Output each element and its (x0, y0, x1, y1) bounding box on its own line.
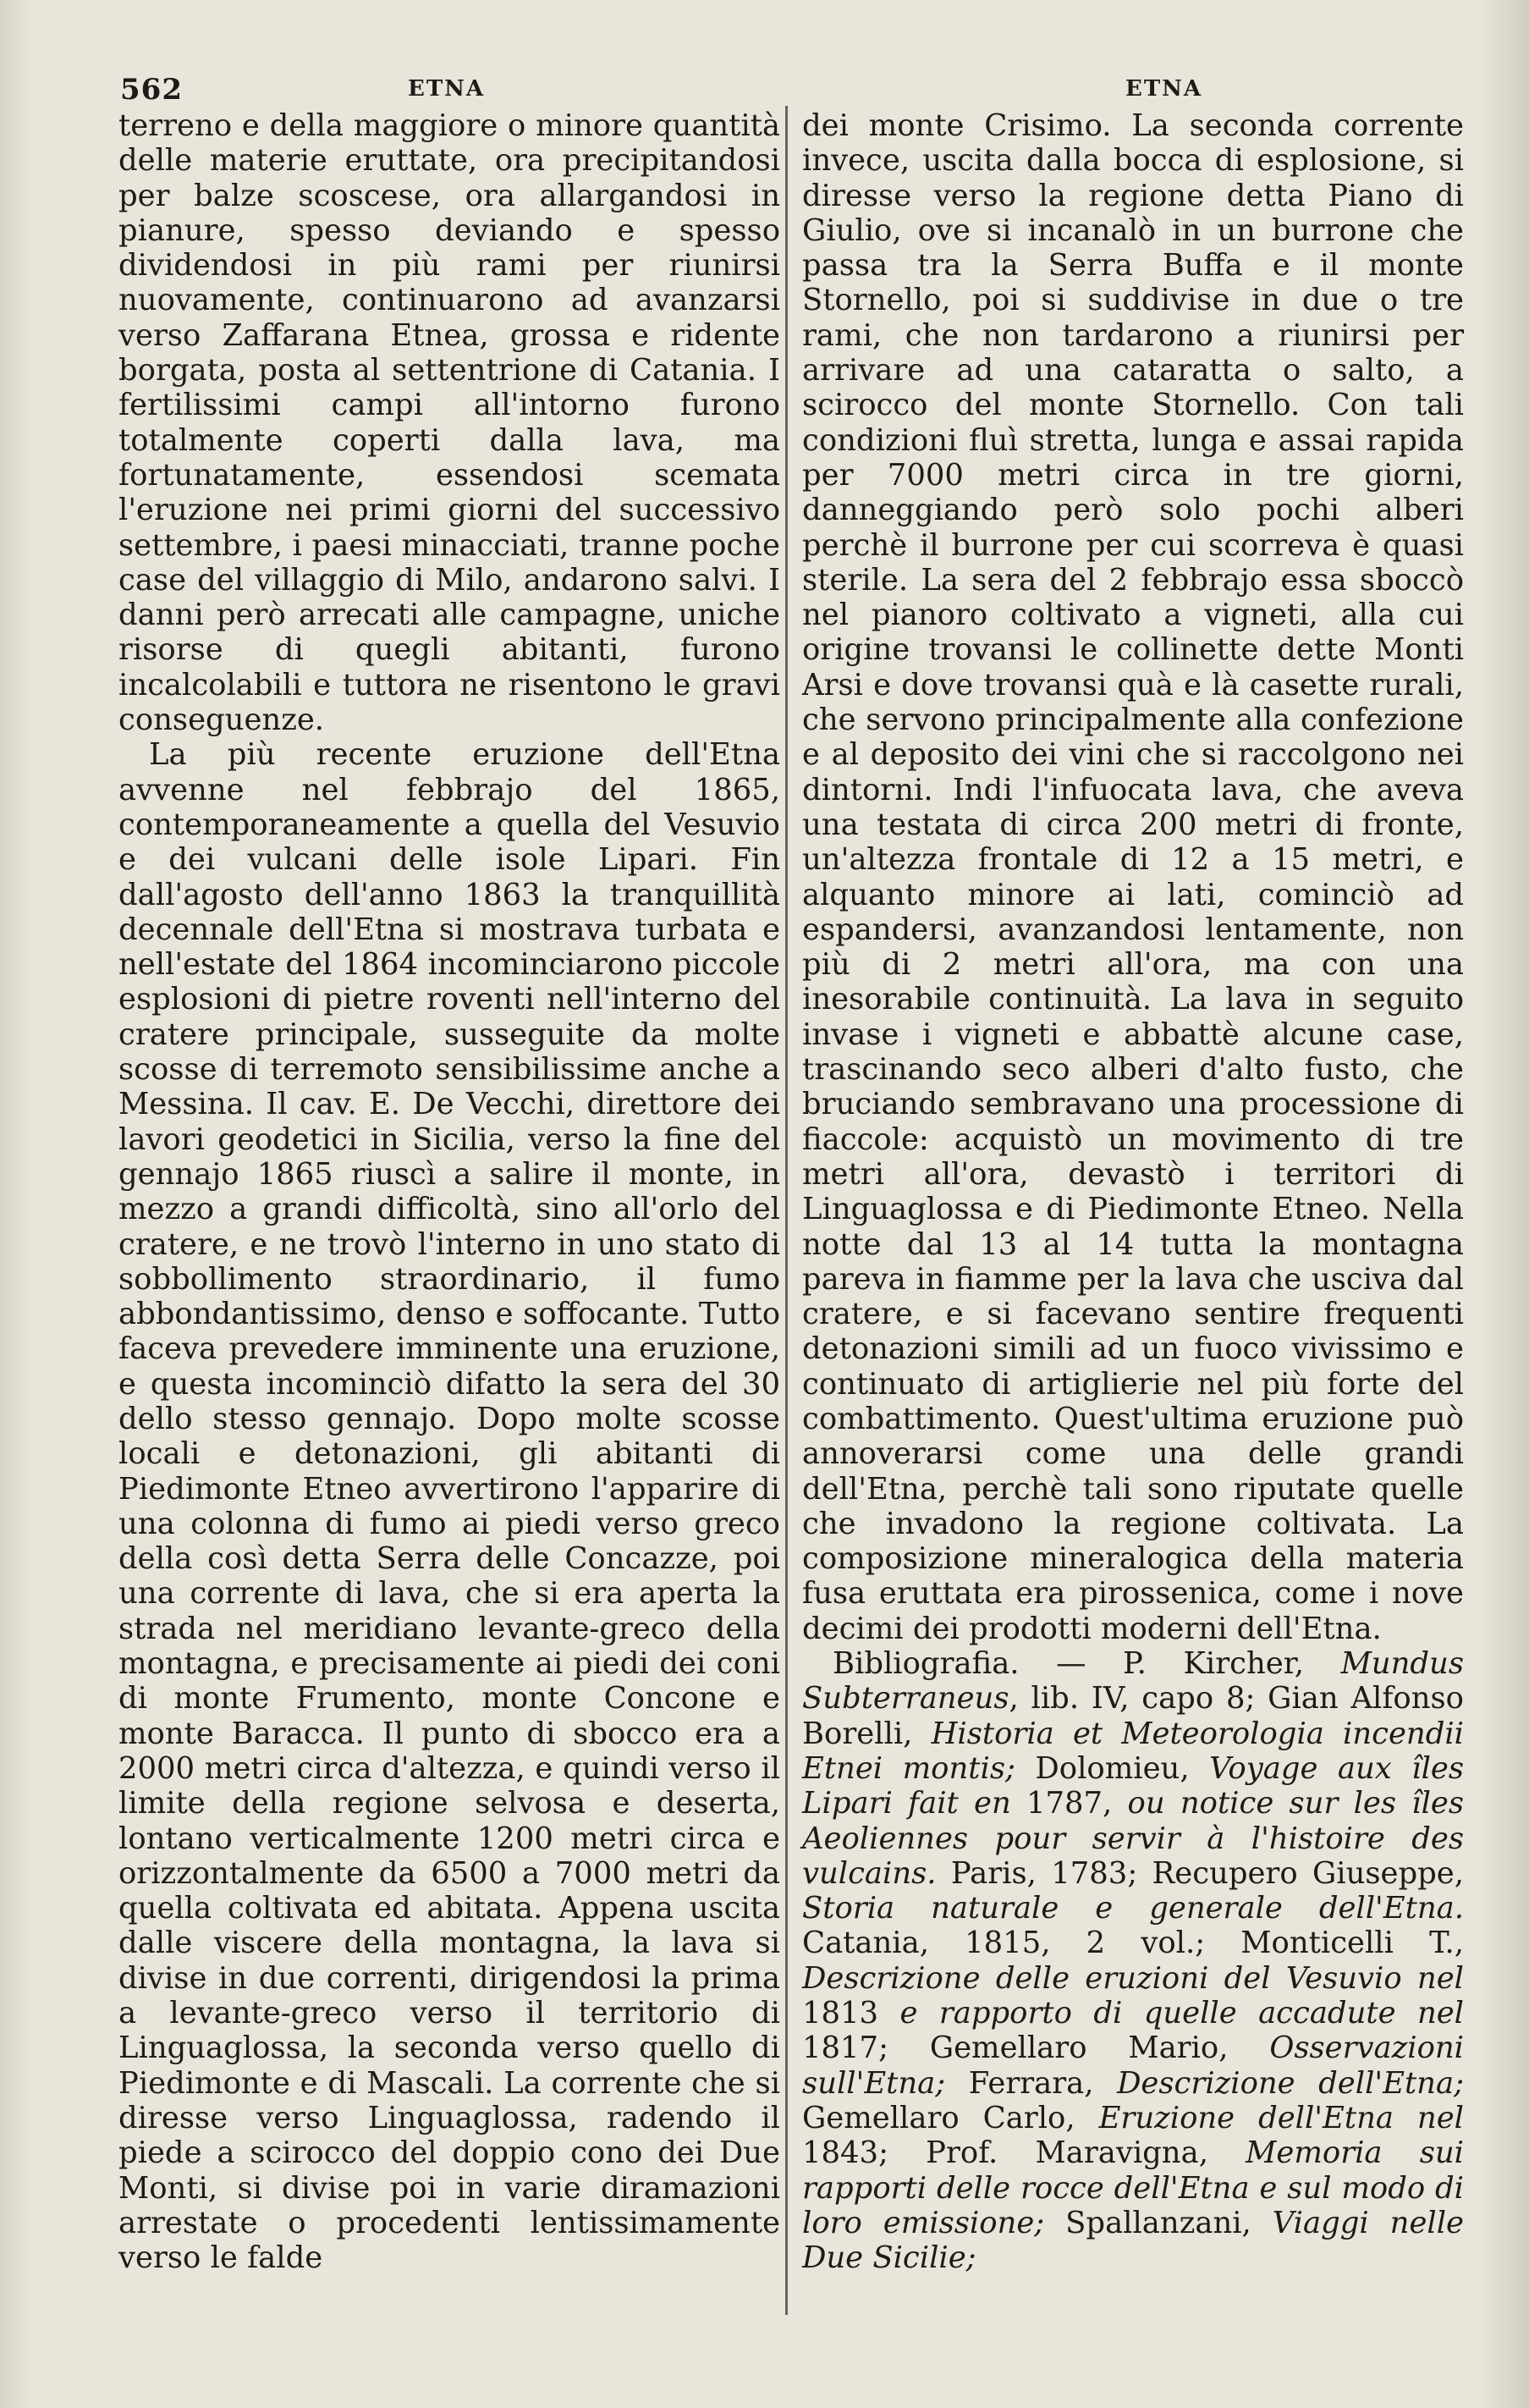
bibliography-title: Memoria sui rapporti delle rocce dell'Etna e sul modo di loro emissione; (802, 2135, 1464, 2240)
bibliography-text: Spallanzani, (1044, 2205, 1273, 2240)
bibliography-text: 1817; Gemellaro Mario, (802, 2031, 1270, 2066)
bibliography-text: Catania, 1815, 2 vol.; Monticelli T., (802, 1926, 1464, 1961)
page-edge-shadow (1478, 0, 1529, 2408)
paragraph: La più recente eruzione dell'Etna avvenne nel febbrajo del 1865, contemporaneamente a quella del Vesuvio e dei vulcani delle isole Lipari. Fin dall'agosto dell'anno 1863 la tranquillità decennale dell'Etna si mostrava turbata e nell'estate del 1864 incominciarono piccole esplosioni di pietre roventi nell'interno del cratere principale, susseguite da molte scosse di terremoto sensibilissime anche a Messina. Il cav. E. De Vecchi, direttore dei lavori geodetici in Sicilia, verso la fine del gennajo 1865 riuscì a salire il monte, in mezzo a grandi difficoltà, sino all'orlo del cratere, e ne trovò l'interno in uno stato di sobbollimento straordinario, il fumo abbondantissimo, denso e soffocante. Tutto faceva prevedere imminente una eruzione, e questa incominciò difatto la sera del 30 dello stesso gennajo. Dopo molte scosse locali e detonazioni, gli abitanti di Piedimonte Etneo avvertirono l'apparire di una colonna di fumo ai piedi verso greco della così detta Serra delle Concazze, poi una corrente di lava, che si era aperta la strada nel meridiano levante-greco della montagna, e precisamente ai piedi dei coni di monte Frumento, monte Concone e monte Baracca. Il punto di sbocco era a 2000 metri circa d'altezza, e quindi verso il limite della regione selvosa e deserta, lontano verticalmente 1200 metri circa e orizzontalmente da 6500 a 7000 metri da quella coltivata ed abitata. Appena uscita dalle viscere della montagna, la lava si divise in due correnti, dirigendosi la prima a levante-greco verso il territorio di Linguaglossa, la seconda verso quello di Piedimonte e di Mascali. La corrente che si diresse verso Linguaglossa, radendo il piede a scirocco del doppio cono dei Due Monti, si divise poi in varie diramazioni arrestate o procedenti lentissimamente verso le falde (118, 737, 780, 2276)
bibliography-title: Viaggi nelle Due Sicilie; (802, 2205, 1464, 2276)
bibliography-text: Dolomieu, (1015, 1750, 1210, 1786)
page-number: 562 (120, 73, 183, 107)
bibliography-title: Mundus Subterraneus (802, 1646, 1464, 1716)
bibliography-text: , lib. IV, capo 8; Gian Alfonso Borelli, (802, 1681, 1464, 1751)
bibliography-title: Descrizione delle eruzioni del Vesuvio nel (802, 1960, 1464, 1996)
bibliography-text: 1813 (802, 1996, 900, 2031)
left-column (118, 108, 780, 2275)
bibliography-entries (802, 1646, 1464, 2275)
bibliography-text: 1787, (1010, 1786, 1128, 1821)
bibliography (802, 1646, 1464, 2275)
bibliography-label: Bibliografia. — (833, 1646, 1124, 1682)
bibliography-text: Paris, 1783; Recupero Giuseppe, (936, 1855, 1464, 1891)
page-gutter-shadow (0, 0, 34, 2408)
bibliography-title: ou notice sur les îles Aeoliennes pour servir à l'histoire des vulcains. (802, 1786, 1464, 1891)
bibliography-text: Gemellaro Carlo, (802, 2100, 1099, 2135)
running-head-right: ETNA (1125, 76, 1203, 102)
bibliography-text: 1843; Prof. Maravigna, (802, 2135, 1246, 2171)
bibliography-title: Storia naturale e generale dell'Etna. (802, 1891, 1464, 1926)
bibliography-title: e rapporto di quelle accadute nel (899, 1996, 1464, 2031)
column-divider (785, 106, 788, 2315)
paragraph: dei monte Crisimo. La seconda corrente invece, uscita dalla bocca di esplosione, si diresse verso la regione detta Piano di Giulio, ove si incanalò in un burrone che passa tra la Serra Buffa e il monte Stornello, poi si suddivise in due o tre rami, che non tardarono a riunirsi per arrivare ad una cataratta o salto, a scirocco del monte Stornello. Con tali condizioni fluì stretta, lunga e assai rapida per 7000 metri circa in tre giorni, danneggiando però solo pochi alberi perchè il burrone per cui scorreva è quasi sterile. La sera del 2 febbrajo essa sboccò nel pianoro coltivato a vigneti, alla cui origine trovansi le collinette dette Monti Arsi e dove trovansi quà e là casette rurali, che servono principalmente alla confezione e al deposito dei vini che si raccolgono nei dintorni. Indi l'infuocata lava, che aveva una testata di circa 200 metri di fronte, un'altezza frontale di 12 a 15 metri, e alquanto minore ai lati, cominciò ad espandersi, avanzandosi lentamente, non più di 2 metri all'ora, ma con una inesorabile continuità. La lava in seguito invase i vigneti e abbattè alcune case, trascinando seco alberi d'alto fusto, che bruciando sembravano una processione di fiaccole: acquistò un movimento di tre metri all'ora, devastò i territori di Linguaglossa e di Piedimonte Etneo. Nella notte dal 13 al 14 tutta la montagna pareva in fiamme per la lava che usciva dal cratere, e si facevano sentire frequenti detonazioni simili ad un fuoco vivissimo e continuato di artiglierie nel più forte del combattimento. Quest'ultima eruzione può annoverarsi come una delle grandi dell'Etna, perchè tali sono riputate quelle che invadono la regione coltivata. La composizione mineralogica della materia fusa eruttata era pirossenica, come i nove decimi dei prodotti moderni dell'Etna. (802, 108, 1464, 1646)
bibliography-title: Osservazioni sull'Etna; (802, 2031, 1464, 2101)
bibliography-text: Ferrara, (945, 2065, 1118, 2101)
bibliography-title: Descrizione dell'Etna; (1117, 2065, 1464, 2101)
bibliography-title: Historia et Meteorologia incendii Etnei montis; (802, 1716, 1464, 1786)
bibliography-title: Voyage aux îles Lipari fait en (802, 1750, 1465, 1821)
paragraph: terreno e della maggiore o minore quantità delle materie eruttate, ora precipitandosi per balze scoscese, ora allargandosi in pianure, spesso deviando e spesso dividendosi in più rami per riunirsi nuovamente, continuarono ad avanzarsi verso Zaffarana Etnea, grossa e ridente borgata, posta al settentrione di Catania. I fertilissimi campi all'intorno furono totalmente coperti dalla lava, ma fortunatamente, essendosi scemata l'eruzione nei primi giorni del successivo settembre, i paesi minacciati, tranne poche case del villaggio di Milo, andarono salvi. I danni però arrecati alle campagne, uniche risorse di quegli abitanti, furono incalcolabili e tuttora ne risentono le gravi conseguenze. (118, 108, 780, 738)
right-column (802, 108, 1464, 2275)
bibliography-title: Eruzione dell'Etna nel (1098, 2100, 1464, 2135)
running-head-left: ETNA (408, 76, 486, 102)
bibliography-text: P. Kircher, (1123, 1646, 1341, 1682)
